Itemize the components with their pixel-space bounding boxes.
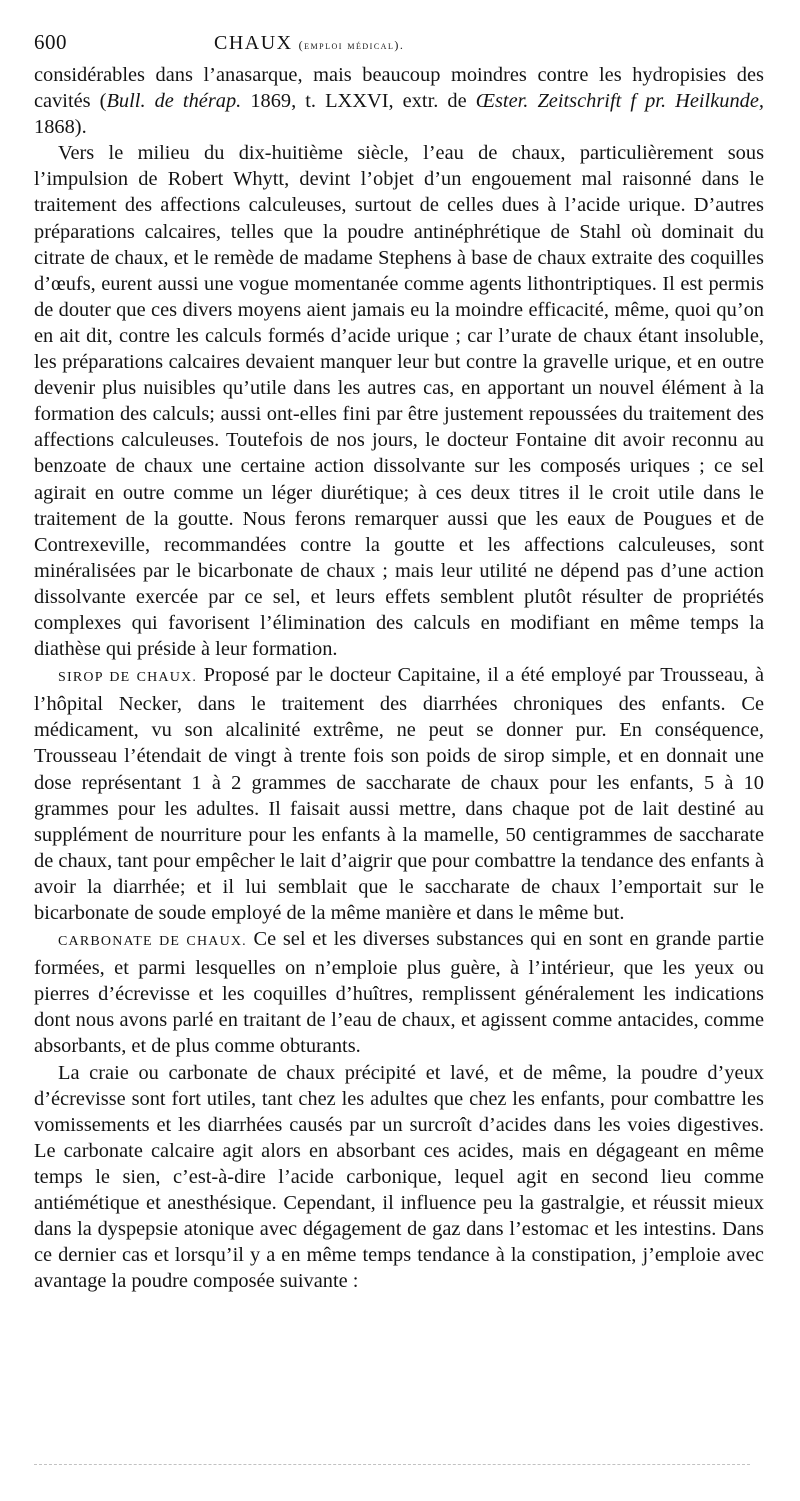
citation-journal: Bull. de thérap. bbox=[106, 90, 242, 113]
paragraph-continued bbox=[34, 62, 764, 140]
running-title: CHAUX bbox=[214, 32, 293, 54]
paragraph-calculous-affections: Vers le milieu du dix-huitième siècle, l’eau de chaux, particulièrement sous l’impulsion de Robert Whytt, devint l’objet d’un engouement mal raisonné dans le traitement des affections calculeuses, surtout de celles dues à l’acide urique. D’autres préparations calcaires, telles que la poudre antinéphrétique de Stahl où dominait du citrate de chaux, et le remède de madame Stephens à base de chaux extraite des coquilles d’œufs, eurent aussi une vogue momentanée comme agents lithontriptiques. Il est permis de douter que ces divers moyens aient jamais eu la moindre efficacité, même, quoi qu’on en ait dit, contre les calculs formés d’acide urique ; car l’urate de chaux étant insoluble, les préparations calcaires devaient manquer leur but contre la gravelle urique, et en outre devenir plus nuisibles qu’utile dans les autres cas, en apportant un nouvel élément à la formation des calculs; aussi ont-elles fini par être justement repoussées du traitement des affections calculeuses. Toutefois de nos jours, le docteur Fontaine dit avoir reconnu au benzoate de chaux une certaine action dissolvante sur les composés uriques ; ce sel agirait en outre comme un léger diurétique; à ces deux titres il le croit utile dans le traitement de la goutte. Nous ferons remarquer aussi que les eaux de Pougues et de Contrexeville, recommandées contre la goutte et les affections calculeuses, sont minéralisées par le bicarbonate de chaux ; mais leur utilité ne dépend pas d’une action dissolvante exercée par ce sel, et leurs effets semblent plutôt résulter de propriétés complexes qui favorisent l’élimination des calculs en modifiant en même temps la diathèse qui préside à leur formation. bbox=[34, 142, 764, 661]
text-run: considérables dans l’anasarque, mais beaucoup moindres contre les hydropisies des cavités ( bbox=[34, 64, 764, 113]
paragraph-craie: La craie ou carbonate de chaux précipité et lavé, et de même, la poudre d’yeux d’écrevisse sont fort utiles, tant chez les adultes que chez les enfants, pour combattre les vomissements et les diarrhées causés par un surcroît d’acides dans les voies digestives. Le carbonate calcaire agit alors en absorbant ces acides, mais en dégageant en même temps le sien, c’est-à-dire l’acide carbonique, lequel agit en second lieu comme antiémétique et anesthésique. Cependant, il influence peu la gastralgie, et réussit mieux dans la dyspepsie atonique avec dégagement de gaz dans l’estomac et les intestins. Dans ce dernier cas et lorsqu’il y a en même temps tendance à la constipation, j’emploie avec avantage la poudre composée suivante : bbox=[34, 1061, 764, 1293]
text-run: 1868). bbox=[34, 116, 87, 139]
paragraph-carbonate-de-chaux bbox=[34, 926, 764, 1059]
section-heading-carbonate: CARBONATE DE CHAUX. bbox=[58, 934, 247, 950]
paragraph-sirop-de-chaux bbox=[34, 662, 764, 926]
running-title-qualifier: (emploi médical). bbox=[298, 38, 405, 52]
citation-source: Œster. Zeitschrift f pr. Heilkunde, bbox=[475, 90, 765, 113]
text-run: Proposé par le docteur Capitaine, il a été employé par Trousseau, à l’hôpital Necker, dans le traitement des diarrhées chroniques des enfants. Ce médicament, vu son alcalinité extrême, ne peut se donner pur. En conséquence, Trousseau l’étendait de vingt à trente fois son poids de sirop simple, et en donnait une dose représentant 1 à 2 grammes de saccharate de chaux pour les enfants, 5 à 10 grammes pour les adultes. Il faisait aussi mettre, dans chaque pot de lait destiné au supplément de nourriture pour les enfants à la mamelle, 50 centigrammes de saccharate de chaux, tant pour empêcher le lait d’aigrir que pour combattre la tendance des enfants à avoir la diarrhée; et il lui semblait que le saccharate de chaux l’emportait sur le bicarbonate de soude employé de la même manière et dans le même but. bbox=[34, 664, 765, 924]
page-number: 600 bbox=[34, 30, 67, 54]
section-heading-sirop: SIROP DE CHAUX. bbox=[58, 670, 198, 686]
footer-rule bbox=[34, 1464, 750, 1465]
text-run: Ce sel et les diverses substances qui en sont en grande partie formées, et parmi lesquelles on n’emploie plus guère, à l’intérieur, que les yeux ou pierres d’écrevisse et les coquilles d’huîtres, remplissent généralement les indications dont nous avons parlé en traitant de l’eau de chaux, et agissent comme antacides, comme absorbants, et de plus comme obturants. bbox=[34, 928, 765, 1058]
running-header bbox=[34, 30, 764, 62]
body-text bbox=[34, 62, 764, 1294]
document-page bbox=[34, 30, 764, 1294]
text-run: 1869, t. LXXVI, extr. de bbox=[241, 90, 476, 113]
